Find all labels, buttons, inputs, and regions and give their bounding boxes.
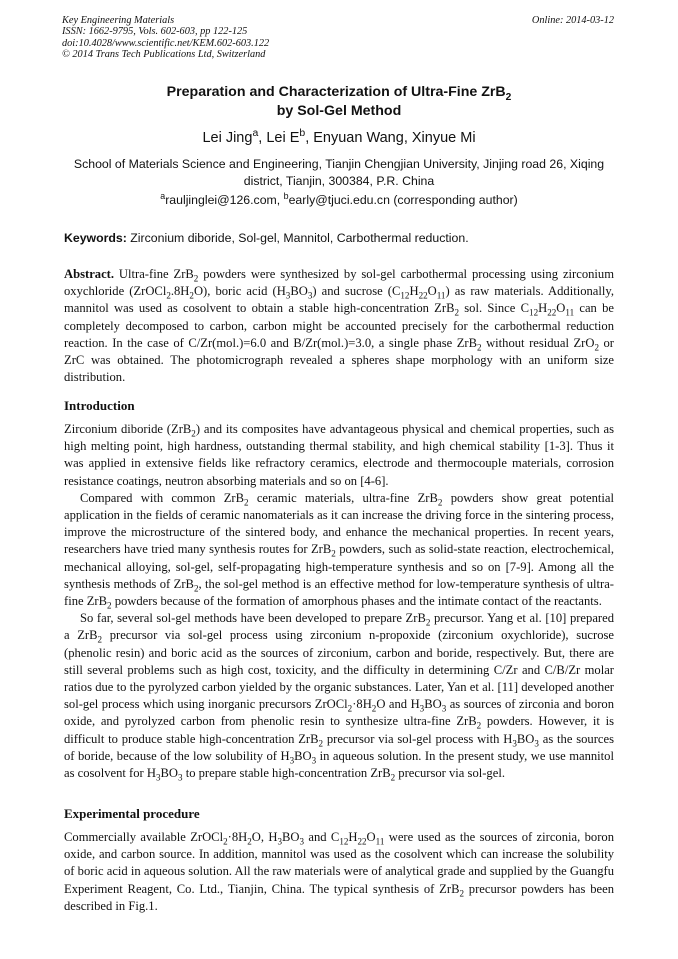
email-b: early@tjuci.edu.cn (corresponding author) [288,193,518,207]
email-mark: b [283,190,289,201]
section-heading-experimental: Experimental procedure [64,806,200,821]
keywords-label: Keywords: [64,231,127,245]
email-a: rauljinglei@126.com [165,193,277,207]
author-affil-mark: a [252,128,259,140]
title-line1-subscript: 2 [505,91,512,103]
author-name: Lei E [266,130,300,146]
title-line1: Preparation and Characterization of Ultra-Fine ZrB [166,84,506,100]
issn-line: ISSN: 1662-9795, Vols. 602-603, pp 122-125 [62,26,248,38]
keywords-text: Zirconium diboride, Sol-gel, Mannitol, Carbothermal reduction. [130,231,469,245]
journal-name: Key Engineering Materials [62,15,175,26]
introduction-body: Zirconium diboride (ZrB$_2$) and its composites have advantageous physical and chemical properties, such as high melting point, high hardness, outstanding thermal stability, and high chemical stability [1-3]. Thus it was applied in extensive fields like refractory ceramics, electrode and thermocouple materials, corrosion resistance coatings, neutron absorbing materials and so on [4-6]. Compared with common ZrB$_2$ ceramic materials, ultra-fine ZrB$_2$ powders show great potential application in the fields of ceramic nanomaterials as it can increase the driving force in the sintering process, improve the microstructure of the sintered body, and enhance the mechanical properties. In recent years, researchers have tried many synthesis routes for ZrB$_2$ powders, such as solid-state reaction, electrochemical, mechanical alloying, sol-gel, self-propagating high-temperature synthesis and so on [7-9]. Among all the synthesis methods of ZrB$_2$, the sol-gel method is an effective method for low-temperature synthesis of ultra-fine ZrB$_2$ powders because of the formation of amorphous phases and the intimate contact of the reactants. So far, several sol-gel methods have been developed to prepare ZrB$_2$ precursor. Yang et al. [10] prepared a ZrB$_2$ precursor via sol-gel process using zirconium n-propoxide (zirconium oxychloride), sucrose (phenolic resin) and boric acid as the sources of zirconium, carbon and boride, respectively. But, there are still several problems such as high cost, toxicity, and the difficulty in determining C/Zr and C/B/Zr molar ratios due to the pyrolyzed carbon yielded by the organic substances. Later, Yan et al. [11] developed another sol-gel process which using inorganic precursors $ZrOCl_2\cdot 8H_2O$ and $H_3BO_3$ as sources of zirconia and boron oxide, and pyrolyzed carbon from phenolic resin to synthesize ultra-fine ZrB$_2$ powders. However, it is difficult to produce stable high-concentration ZrB$_2$ precursor via sol-gel process with $H_3BO_3$ as the sources of boride, because of the low solubility of $H_3BO_3$ in aqueous solution. In the present study, we use mannitol as cosolvent for $H_3BO_3$ to prepare stable high-concentration ZrB$_2$ precursor via sol-gel. [64,422,615,783]
author-name: Xinyue Mi [411,130,476,146]
experimental-body: Commercially available $ZrOCl_2\cdot 8H_2O$, $H_3BO_3$ and $C_{12}H_{22}O_{11}$ were used as the sources of zirconia, boron oxide, and carbon source. In addition, mannitol was used as the cosolvent which can increase the solubility of boric acid in aqueous solution. All the raw materials were of analytical grade and supplied by the Guangfu Experiment Reagent, Co. Ltd., Tianjin, China. The typical synthesis of ZrB$_2$ precursor powders has been described in Fig.1. [64,830,614,913]
copyright-line: © 2014 Trans Tech Publications Ltd, Switzerland [62,48,266,60]
author-name: Enyuan Wang [313,130,404,146]
abstract-paragraph: Abstract. Ultra-fine ZrB$_2$ powders were synthesized by sol-gel carbothermal processing using zirconium oxychloride $(ZrOCl_2.8H_2O)$, boric acid $(H_3BO_3)$ and sucrose $(C_{12}H_{22}O_{11})$ as raw materials. Additionally, mannitol was used as cosolvent to obtain a stable high-concentration ZrB$_2$ sol. Since $C_{12}H_{22}O_{11}$ can be completely decomposed to carbon, carbon might be accounted precisely for the carbothermal reduction reaction. In the case of C/Zr(mol.)=6.0 and B/Zr(mol.)=3.0, a single phase ZrB$_2$ without residual ZrO$_2$ or ZrC was obtained. The photomicrograph revealed a spheres shape morphology with an uniform size distribution. [64,267,615,385]
keywords [64,231,469,245]
author-list: Lei Jing$^a$, Lei $E^b$, Enyuan Wang, Xinyue Mi [202,128,476,146]
online-date: Online: 2014-03-12 [531,15,614,26]
section-heading-introduction: Introduction [64,398,135,413]
paper-title [0,83,678,121]
abstract-label: Abstract. [64,267,115,281]
journal-header [62,15,614,60]
doi-line: doi:10.4028/www.scientific.net/KEM.602-603.122 [62,37,270,49]
email-mark: a [160,190,166,201]
title-line2: by Sol-Gel Method [276,103,402,119]
affiliation: School of Materials Science and Engineering, Tianjin Chengjian University, Jinjing road 26, Xiqing district, Tianjin, 300384, P.R. China [73,157,605,188]
author-emails: $^a$rauljinglei@126.com, $^b$early@tjuci.edu.cn (corresponding author) [160,190,518,207]
author-affil-mark: b [299,128,306,140]
author-name: Lei Jing [202,130,253,146]
